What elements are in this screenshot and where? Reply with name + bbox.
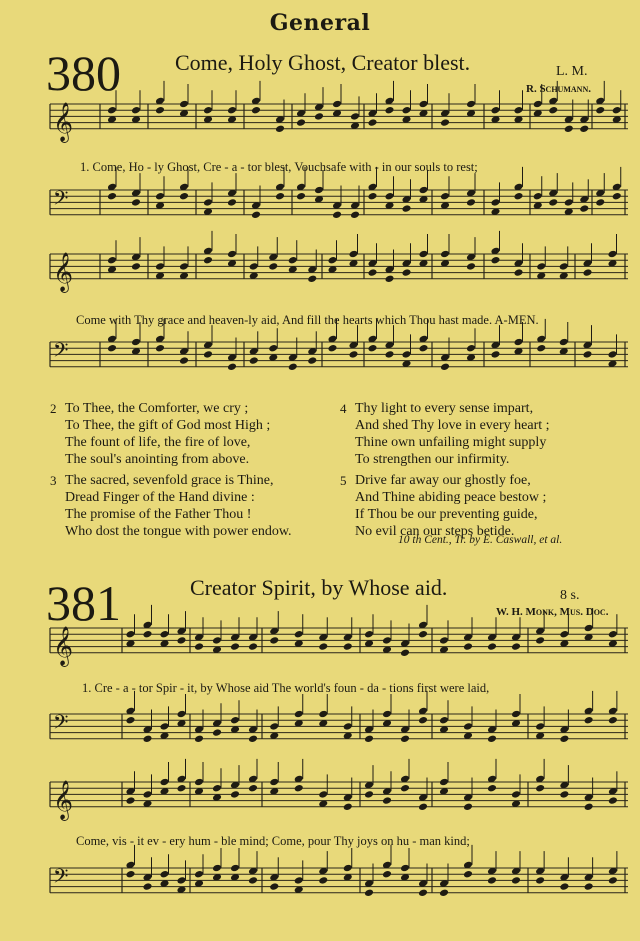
note-head [248,735,258,744]
note-head [559,262,569,271]
note-head [314,186,324,195]
note-head [583,268,593,277]
note-head [318,876,328,885]
note-head [608,796,618,805]
treble-clef-icon: 𝄞 [53,101,74,142]
note-head [143,790,153,799]
note-head [463,870,473,879]
note-head [107,344,117,353]
note-head [131,262,141,271]
note-head [385,350,395,359]
verse-line: Dread Finger of the Hand divine : [65,490,255,505]
note-head [402,106,412,115]
note-head [194,642,204,651]
note-head [143,735,153,744]
note-head [419,344,429,353]
treble-clef-icon: 𝄞 [53,779,74,820]
note-head [439,778,449,787]
note-head [160,630,170,639]
note-head [126,716,136,725]
note-head [203,106,213,115]
note-head [533,100,543,109]
note-head [350,112,360,121]
verse-line: To strengthen our infirmity. [355,452,510,467]
section-heading: General [269,10,371,36]
note-head [126,796,136,805]
note-head [491,198,501,207]
note-head [584,882,594,891]
note-head [608,876,618,885]
verse-line: If Thou be our preventing guide, [355,507,538,522]
note-head [491,350,501,359]
note-head [350,211,360,220]
note-head [349,250,359,259]
note-head [307,356,317,365]
note-head [248,642,258,651]
note-head [131,338,141,347]
note-head [203,350,213,359]
note-head [440,192,450,201]
verse-line: To Thee, the Comforter, we cry ; [65,401,249,416]
note-head [511,642,521,651]
note-head [382,796,392,805]
note-head [107,256,117,265]
note-head [212,864,222,873]
note-head [364,735,374,744]
note-head [440,363,450,372]
note-head [608,250,618,259]
note-head [559,630,569,639]
note-head [612,192,622,201]
hymn-composer: R. Schumann. [526,83,591,95]
note-head [268,344,278,353]
note-head [318,642,328,651]
note-head [418,716,428,725]
note-head [385,192,395,201]
note-head [296,118,306,127]
note-head [511,790,521,799]
note-head [343,803,353,812]
note-head [194,870,204,879]
verse-line: The promise of the Father Thou ! [65,507,252,522]
note-head [248,784,258,793]
note-head [463,803,473,812]
note-head [230,864,240,873]
verse-line: And shed Thy love in every heart ; [355,418,550,433]
note-head [535,636,545,645]
note-head [439,716,449,725]
note-head [288,363,298,372]
note-head [160,870,170,879]
note-head [440,250,450,259]
note-head [288,256,298,265]
note-head [463,642,473,651]
note-head [418,889,428,898]
note-head [466,100,476,109]
note-head [385,275,395,284]
note-head [364,630,374,639]
verse-line: No evil can our steps betide. [355,524,515,539]
note-head [294,710,304,719]
hymn-meter: L. M. [556,64,588,79]
note-head [275,192,285,201]
note-head [466,198,476,207]
note-head [400,649,410,658]
note-head [343,642,353,651]
note-head [584,803,594,812]
note-head [385,106,395,115]
note-head [230,642,240,651]
note-head [296,192,306,201]
note-head [294,630,304,639]
note-head [179,100,189,109]
hymn-number: 381 [46,575,121,631]
note-head [536,262,546,271]
note-head [514,106,524,115]
verse-number: 5 [340,473,347,488]
bass-clef-icon: 𝄢 [53,338,69,367]
note-head [251,211,261,220]
note-head [364,790,374,799]
verse-line: Thy light to every sense impart, [355,401,534,416]
hymn-title: Come, Holy Ghost, Creator blest. [175,50,471,75]
note-head [584,624,594,633]
lyric-line: Come with Thy grace and heaven-ly aid, And fill the hearts which Thou hast made. A-MEN. [76,313,539,327]
note-head [318,710,328,719]
note-head [318,790,328,799]
note-head [230,790,240,799]
note-head [155,192,165,201]
note-head [364,889,374,898]
note-head [194,735,204,744]
note-head [249,356,259,365]
note-head [608,630,618,639]
note-head [212,636,222,645]
treble-clef-icon: 𝄞 [53,251,74,292]
note-head [564,125,574,134]
note-head [382,636,392,645]
note-head [269,778,279,787]
note-head [583,350,593,359]
note-head [564,198,574,207]
note-head [212,784,222,793]
note-head [179,192,189,201]
hymn-meter: 8 s. [560,588,580,603]
note-head [131,198,141,207]
note-head [559,882,569,891]
note-head [368,344,378,353]
note-head [595,106,605,115]
note-head [107,106,117,115]
note-head [126,870,136,879]
note-head [177,784,187,793]
note-head [107,192,117,201]
note-head [294,876,304,885]
note-head [177,710,187,719]
hymn-number: 380 [46,45,121,101]
note-head [294,784,304,793]
note-head [535,722,545,731]
note-head [275,125,285,134]
note-head [249,262,259,271]
note-head [155,262,165,271]
bass-clef-icon: 𝄢 [53,710,69,739]
note-head [203,198,213,207]
note-head [382,870,392,879]
note-head [487,876,497,885]
bass-clef-icon: 𝄢 [53,864,69,893]
hymn-credit: 10 th Cent., Tr. by E. Caswall, et al. [398,534,563,546]
note-head [349,350,359,359]
note-head [126,630,136,639]
note-head [269,636,279,645]
note-head [466,344,476,353]
note-head [608,350,618,359]
note-head [533,192,543,201]
note-head [400,784,410,793]
note-head [487,735,497,744]
note-head [440,118,450,127]
verse-line: To Thee, the gift of God most High ; [65,418,271,433]
treble-clef-icon: 𝄞 [53,625,74,666]
note-head [314,112,324,121]
hymn-title: Creator Spirit, by Whose aid. [190,575,448,600]
note-head [268,262,278,271]
note-head [418,803,428,812]
note-head [487,642,497,651]
note-head [160,722,170,731]
hymn-composer: W. H. Monk, Mus. Doc. [496,606,609,618]
note-head [227,106,237,115]
note-head [143,882,153,891]
note-head [269,722,279,731]
note-head [579,204,589,213]
verse-line: The soul's anointing from above. [65,452,250,467]
note-head [548,198,558,207]
note-head [368,268,378,277]
note-head [439,889,449,898]
note-head [400,735,410,744]
note-head [535,876,545,885]
note-head [514,268,524,277]
verse-number: 3 [50,473,57,488]
note-head [179,262,189,271]
note-head [307,275,317,284]
note-head [535,784,545,793]
note-head [608,716,618,725]
note-head [343,722,353,731]
note-head [418,630,428,639]
note-head [332,100,342,109]
note-head [612,106,622,115]
verse-line: Thine own unfailing might supply [355,435,547,450]
note-head [251,106,261,115]
note-head [514,192,524,201]
note-head [402,268,412,277]
note-head [248,876,258,885]
note-head [177,636,187,645]
note-head [487,784,497,793]
note-head [511,710,521,719]
note-head [514,338,524,347]
note-head [177,876,187,885]
note-head [368,192,378,201]
note-head [402,350,412,359]
note-head [194,778,204,787]
note-head [463,722,473,731]
note-head [131,106,141,115]
note-head [491,106,501,115]
note-head [155,344,165,353]
note-head [400,864,410,873]
note-head [579,125,589,134]
note-head [419,250,429,259]
verse-line: The fount of life, the fire of love, [65,435,251,450]
note-head [179,356,189,365]
lyric-line: Come, vis - it ev - ery hum - ble mind; Come, pour Thy joys on hu - man kind; [76,834,470,848]
note-head [368,118,378,127]
lyric-line: 1. Come, Ho - ly Ghost, Cre - a - tor blest, Vouchsafe with - in our souls to rest; [80,160,478,174]
verse-line: The sacred, sevenfold grace is Thine, [65,473,274,488]
note-head [536,344,546,353]
verse-number: 4 [340,401,347,416]
note-head [595,198,605,207]
note-head [143,630,153,639]
note-head [419,100,429,109]
note-head [419,186,429,195]
note-head [203,256,213,265]
note-head [466,262,476,271]
note-head [212,728,222,737]
note-head [269,882,279,891]
note-head [155,106,165,115]
note-head [511,876,521,885]
verse-line: Who dost the tongue with power endow. [65,524,292,539]
note-head [382,710,392,719]
verse-line: And Thine abiding peace bestow ; [355,490,547,505]
note-head [402,204,412,213]
note-head [160,778,170,787]
note-head [491,256,501,265]
note-head [559,735,569,744]
note-head [227,363,237,372]
bass-clef-icon: 𝄢 [53,186,69,215]
note-head [230,716,240,725]
note-head [328,344,338,353]
note-head [439,636,449,645]
lyric-line: 1. Cre - a - tor Spir - it, by Whose aid The world's foun - da - tions first were laid, [82,681,490,695]
verse-line: Drive far away our ghostly foe, [355,473,531,488]
note-head [328,256,338,265]
note-head [332,211,342,220]
note-head [227,250,237,259]
note-head [584,716,594,725]
note-head [343,864,353,873]
note-head [559,790,569,799]
note-head [227,198,237,207]
verse-number: 2 [50,401,57,416]
note-head [548,106,558,115]
note-head [559,338,569,347]
